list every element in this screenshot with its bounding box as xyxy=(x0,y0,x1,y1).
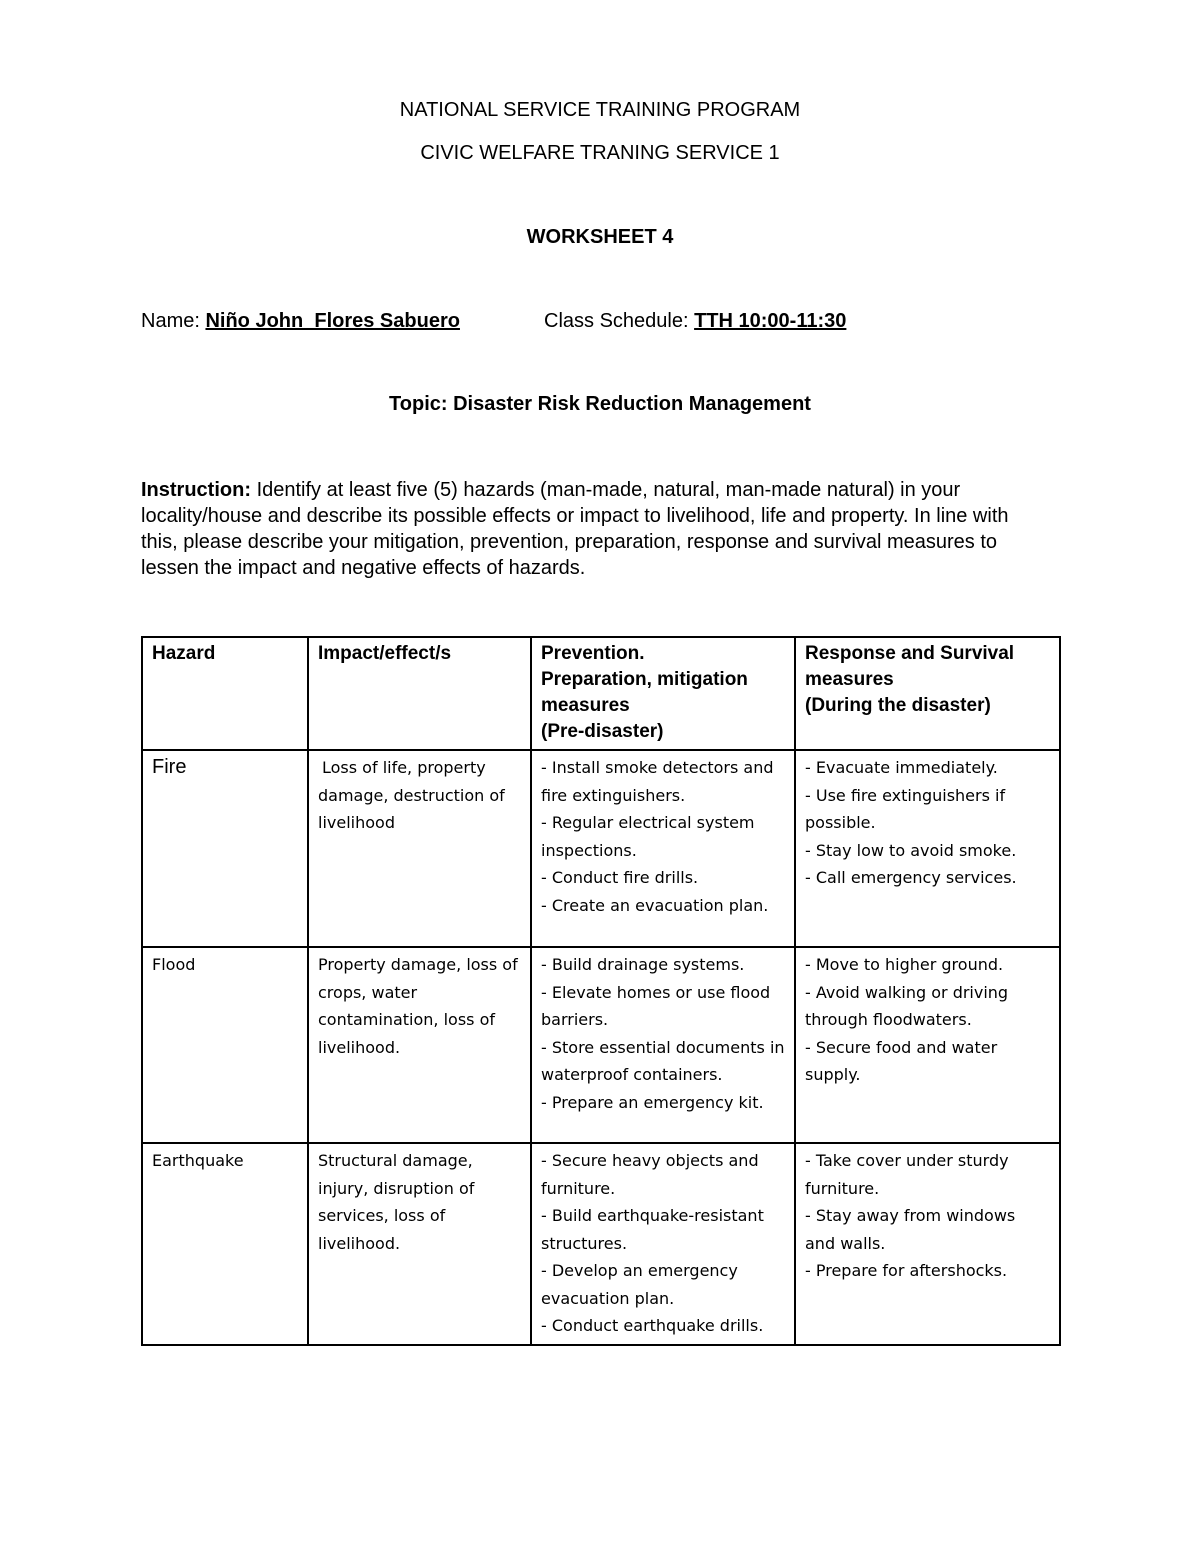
list-item: - Use fire extinguishers if possible. xyxy=(805,785,1006,832)
instruction-text: Identify at least five (5) hazards (man-made, natural, man-made natural) in your locality/house and describe its possible effects or impact to livelihood, life and property. In line with this, please describe your mitigation, prevention, preparation, response and survival measures to lessen the impact and negative effects of hazards. xyxy=(141,479,1009,579)
table-row xyxy=(142,1143,1060,1345)
cell-prevention xyxy=(531,750,795,947)
schedule-group xyxy=(544,309,846,333)
name-value: Niño John Flores Sabuero xyxy=(205,310,460,332)
list-item: - Prepare for aftershocks. xyxy=(805,1261,1008,1280)
list-item: - Evacuate immediately. xyxy=(805,758,998,777)
list-item: - Prepare an emergency kit. xyxy=(541,1092,764,1112)
list-item: - Elevate homes or use flood barriers. xyxy=(541,982,771,1029)
cell-hazard: Flood xyxy=(142,947,308,1143)
list-item: - Call emergency services. xyxy=(805,868,1017,887)
cell-impact: Property damage, loss of crops, water contamination, loss of livelihood. xyxy=(308,947,531,1143)
cell-response xyxy=(795,750,1060,947)
student-info-row xyxy=(141,309,847,333)
instruction-label: Instruction: xyxy=(141,479,251,501)
list-item: - Conduct fire drills. xyxy=(541,868,699,887)
schedule-value: TTH 10:00-11:30 xyxy=(694,310,847,332)
cell-response xyxy=(795,1143,1060,1345)
list-item: - Secure heavy objects and furniture. xyxy=(541,1151,759,1198)
cell-response xyxy=(795,947,1060,1143)
program-title: NATIONAL SERVICE TRAINING PROGRAM xyxy=(399,99,801,121)
list-item: - Create an evacuation plan. xyxy=(541,895,769,915)
list-item: - Take cover under sturdy furniture. xyxy=(805,1151,1009,1198)
table-row xyxy=(142,947,1060,1143)
table-header-row xyxy=(142,637,1060,750)
list-item: - Regular electrical system inspections. xyxy=(541,813,755,860)
cell-prevention xyxy=(531,1143,795,1345)
list-item: - Conduct earthquake drills. xyxy=(541,1316,764,1335)
list-item: - Build earthquake-resistant structures. xyxy=(541,1206,764,1253)
header-impact: Impact/effect/s xyxy=(308,637,531,750)
header-response: Response and Survival measures (During the disaster) xyxy=(795,637,1060,750)
list-item: - Build drainage systems. xyxy=(541,955,745,974)
list-item: - Install smoke detectors and fire extinguishers. xyxy=(541,758,774,805)
cell-prevention xyxy=(531,947,795,1143)
list-item: - Secure food and water supply. xyxy=(805,1037,998,1084)
list-item: - Develop an emergency evacuation plan. xyxy=(541,1261,738,1308)
cell-impact: Structural damage, injury, disruption of services, loss of livelihood. xyxy=(308,1143,531,1345)
hazard-table xyxy=(141,636,1061,1346)
name-label: Name: xyxy=(141,310,200,332)
list-item: - Stay low to avoid smoke. xyxy=(805,840,1017,860)
list-item: - Move to higher ground. xyxy=(805,955,1004,974)
cell-impact: Loss of life, property damage, destruction of livelihood xyxy=(308,750,531,947)
header-hazard: Hazard xyxy=(142,637,308,750)
list-item: - Store essential documents in waterproof containers. xyxy=(541,1037,785,1084)
instruction-paragraph xyxy=(141,477,1041,581)
list-item: - Stay away from windows and walls. xyxy=(805,1206,1016,1253)
list-item: - Avoid walking or driving through floodwaters. xyxy=(805,982,1009,1029)
table-row xyxy=(142,750,1060,947)
cell-hazard: Fire xyxy=(142,750,308,947)
cell-hazard: Earthquake xyxy=(142,1143,308,1345)
schedule-label: Class Schedule: xyxy=(544,310,689,332)
header-prevention: Prevention. Preparation, mitigation measures (Pre-disaster) xyxy=(531,637,795,750)
service-title: CIVIC WELFARE TRANING SERVICE 1 xyxy=(420,142,780,164)
worksheet-title: WORKSHEET 4 xyxy=(526,226,674,248)
topic-heading: Topic: Disaster Risk Reduction Management xyxy=(389,393,811,415)
